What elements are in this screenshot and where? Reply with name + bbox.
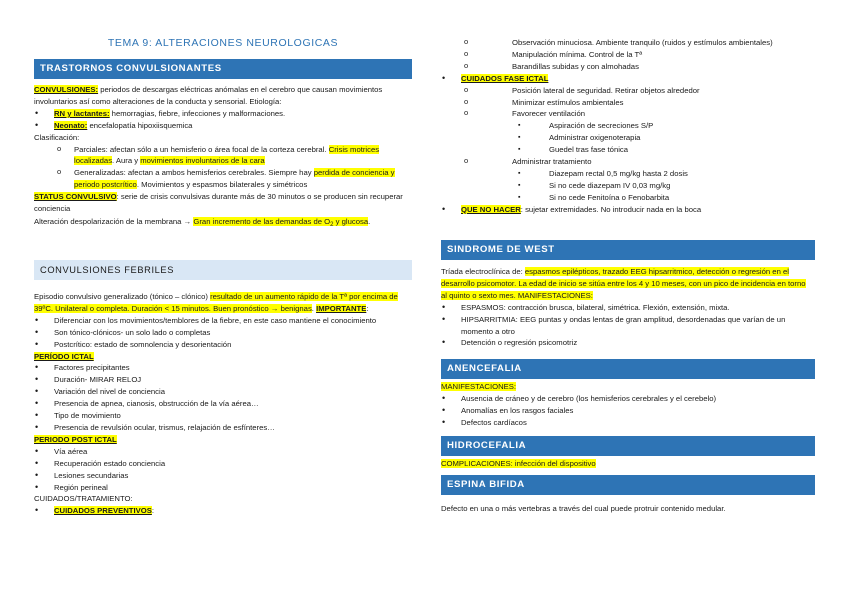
hidrocefalia-paragraph	[441, 458, 813, 470]
list-item: ▪ Si no cede diazepam IV 0,03 mg/kg	[441, 180, 815, 192]
list-item: o Observación minuciosa. Ambiente tranquilo (ruidos y estímulos ambientales)	[441, 37, 815, 49]
fase-ictal-items	[441, 85, 815, 121]
importante-label: IMPORTANTE	[316, 303, 367, 313]
list-item	[34, 167, 410, 191]
list-item: • Defectos cardíacos	[441, 417, 813, 429]
tratamiento-list	[441, 156, 815, 168]
list-item	[34, 505, 410, 517]
list-item: o Manipulación mínima. Control de la Tª	[441, 49, 815, 61]
generalizadas-text: Generalizadas: afectan a ambos hemisferios cerebrales. Siempre hay	[74, 168, 314, 178]
list-item: • Variación del nivel de conciencia	[34, 386, 410, 398]
list-item	[34, 108, 410, 120]
preventivos-label: CUIDADOS PREVENTIVOS	[54, 506, 152, 516]
section-header-febriles: CONVULSIONES FEBRILES	[34, 260, 412, 280]
list-item: o Minimizar estímulos ambientales	[441, 97, 815, 109]
convulsiones-text: periodos de descargas eléctricas anómalas en el cerebro que causan movimientos involuntarios así como alteraciones de la conducta y sensorial. Etiología:	[34, 85, 383, 106]
list-item: • Tipo de movimiento	[34, 410, 410, 422]
list-item: o Barandillas subidas y con almohadas	[441, 61, 815, 73]
alteracion-subscript: 2	[330, 221, 334, 228]
clasificacion-list	[34, 144, 410, 192]
section-header-anencefalia: ANENCEFALIA	[441, 359, 815, 379]
section-header-west: SINDROME DE WEST	[441, 240, 815, 260]
west-list	[441, 302, 813, 350]
section-header-hidrocefalia: HIDROCEFALIA	[441, 436, 815, 456]
list-item: • Ausencia de cráneo y de cerebro (los hemisferios cerebrales y el cerebelo)	[441, 393, 813, 405]
alteracion-paragraph	[34, 215, 410, 232]
list-item: o Administrar tratamiento	[441, 156, 815, 168]
febriles-highlight: resultado de un aumento rápido de la Tª por encima de 39ºC. Unilateral o completa. Duración < 15 minutos. Buen pronóstico → benignas	[34, 292, 398, 313]
section-header-espina: ESPINA BIFIDA	[441, 475, 815, 495]
alteracion-hl-text: y glucosa	[333, 216, 369, 226]
list-item	[441, 204, 815, 216]
anencefalia-list	[441, 393, 813, 429]
parciales-text: Parciales: afectan sólo a un hemisferio o área focal de la corteza cerebral.	[74, 144, 329, 154]
list-item: • Detención o regresión psicomotriz	[441, 337, 813, 349]
fase-ictal-label: CUIDADOS FASE ICTAL	[461, 73, 549, 83]
west-content	[441, 266, 813, 349]
status-paragraph	[34, 191, 410, 215]
etiologia-list	[34, 108, 410, 132]
alteracion-highlight	[193, 216, 371, 228]
preventivos-list	[441, 37, 815, 73]
list-item: ▪ Aspiración de secreciones S/P	[441, 120, 815, 132]
etiologia-text: hemorragias, fiebre, infecciones y malformaciones.	[109, 108, 286, 118]
convulsiones-paragraph	[34, 84, 410, 108]
etiologia-text: encefalopatía hipoxiisquemica	[87, 120, 193, 130]
febriles-content	[34, 291, 410, 517]
espina-paragraph: Defecto en una o más vertebras a través del cual puede protruir contenido medular.	[441, 504, 726, 513]
espina-content	[441, 503, 813, 515]
alteracion-text: .	[368, 216, 371, 226]
status-text: : serie de crisis convulsivas durante más de 30 minutos o se producen sin recuperar conciencia	[34, 192, 403, 214]
febriles-text: :	[366, 303, 369, 313]
generalizadas-text: . Movimientos y espasmos bilaterales y simétricos	[136, 180, 308, 190]
list-item: • HIPSARRITMIA: EEG puntas y ondas lentas de gran amplitud, desordenadas que varían de un momento a otro	[441, 314, 813, 338]
preventivos-colon: :	[151, 506, 154, 516]
generalizadas-highlight: perdida de conciencia y periodo postcrítico	[74, 168, 395, 190]
etiologia-label: RN y lactantes:	[54, 108, 110, 118]
west-highlight: espasmos epilépticos, trazado EEG hipsarritmico, detección o regresión en el desarrollo psicomotor. La edad de inicio se sitúa entre los 4 y 10 meses, con un pico de incidencia en torno al quinto o sexto mes. MANIFESTACIONES:	[441, 267, 806, 300]
alteracion-hl-text: Gran incremento de las demandas de O	[193, 216, 331, 226]
febriles-list	[34, 315, 410, 351]
list-item: • Factores precipitantes	[34, 362, 410, 374]
list-item: • Anomalías en los rasgos faciales	[441, 405, 813, 417]
list-item: ▪ Guedel tras fase tónica	[441, 144, 815, 156]
section-header-trastornos: TRASTORNOS CONVULSIONANTES	[34, 59, 412, 79]
no-hacer-text: : sujetar extremidades. No introducir nada en la boca	[520, 204, 702, 214]
no-hacer-list	[441, 204, 815, 216]
febriles-text: Episodio convulsivo generalizado (tónico – clónico)	[34, 292, 211, 301]
list-item: ▪ Administrar oxigenoterapia	[441, 132, 815, 144]
ventilacion-list	[441, 120, 815, 156]
alteracion-text: Alteración despolarización de la membrana →	[34, 216, 194, 226]
trastornos-content	[34, 84, 410, 232]
cuidados-label: CUIDADOS/TRATAMIENTO:	[34, 494, 133, 504]
parciales-text: . Aura y	[112, 156, 141, 166]
list-item: ▪ Si no cede Fenitoína o Fenobarbita	[441, 192, 815, 204]
list-item: • ESPASMOS: contracción brusca, bilateral, simétrica. Flexión, extensión, mixta.	[441, 302, 813, 314]
post-ictal-list	[34, 446, 410, 494]
list-item: • Diferenciar con los movimientos/temblores de la fiebre, en este caso mantiene el conocimiento	[34, 315, 410, 327]
list-item: • Región perineal	[34, 482, 410, 494]
febriles-text: .	[311, 303, 317, 313]
list-item: • Son tónico-clónicos- un solo lado o completas	[34, 327, 410, 339]
febriles-paragraph	[34, 291, 410, 315]
parciales-highlight: Crisis motrices localizadas	[74, 144, 380, 166]
list-item: o Posición lateral de seguridad. Retirar objetos alrededor	[441, 85, 815, 97]
post-ictal-label-text: PERIODO POST ICTAL	[34, 434, 117, 444]
clasificacion-label: Clasificación:	[34, 132, 80, 142]
tratamiento-items	[441, 168, 815, 204]
ictal-label-text: PERÍODO ICTAL	[34, 351, 94, 361]
parciales-highlight: movimientos involuntarios de la cara	[140, 156, 265, 166]
ictal-list	[34, 362, 410, 433]
list-item	[34, 120, 410, 132]
west-text: Tríada electroclínica de:	[441, 267, 525, 276]
list-item	[441, 73, 815, 85]
convulsiones-label: CONVULSIONES:	[34, 85, 99, 94]
list-item: • Recuperación estado conciencia	[34, 458, 410, 470]
etiologia-label: Neonato:	[54, 120, 88, 130]
list-item: • Vía aérea	[34, 446, 410, 458]
status-label: STATUS CONVULSIVO	[34, 192, 117, 202]
list-item: • Duración- MIRAR RELOJ	[34, 374, 410, 386]
document-title: TEMA 9: ALTERACIONES NEUROLOGICAS	[107, 37, 339, 49]
ictal-label	[34, 351, 410, 363]
hidrocefalia-content	[441, 458, 813, 470]
anencefalia-label	[441, 381, 813, 393]
hidrocefalia-text: COMPLICACIONES: infección del dispositivo	[441, 459, 596, 468]
list-item	[34, 144, 410, 168]
anencefalia-label-text: MANIFESTACIONES:	[441, 382, 517, 391]
post-ictal-label	[34, 434, 410, 446]
cuidados-continuacion	[441, 37, 815, 216]
west-paragraph	[441, 266, 813, 302]
list-item: ▪ Diazepam rectal 0,5 mg/kg hasta 2 dosis	[441, 168, 815, 180]
cuidados-list	[34, 505, 410, 517]
list-item: • Presencia de revulsión ocular, trismus, relajación de esfínteres…	[34, 422, 410, 434]
list-item: o Favorecer ventilación	[441, 108, 815, 120]
list-item: • Postcrítico: estado de somnolencia y desorientación	[34, 339, 410, 351]
fase-ictal-list	[441, 73, 815, 85]
no-hacer-label: QUE NO HACER	[461, 204, 521, 214]
list-item: • Lesiones secundarias	[34, 470, 410, 482]
list-item: • Presencia de apnea, cianosis, obstrucción de la vía aérea…	[34, 398, 410, 410]
anencefalia-content	[441, 381, 813, 429]
